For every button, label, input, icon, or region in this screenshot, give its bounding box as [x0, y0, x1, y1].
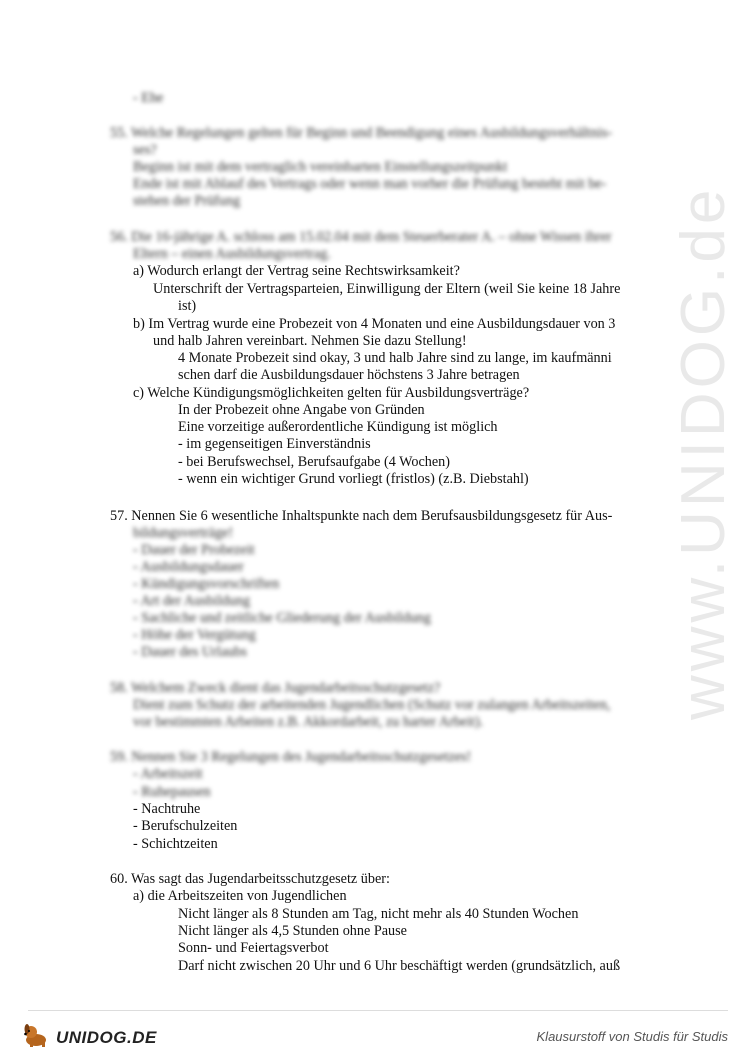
text-line: Dient zum Schutz der arbeitenden Jugendlichen (Schutz vor zulangen Arbeitszeiten, [133, 697, 611, 713]
text-line: c) Welche Kündigungsmöglichkeiten gelten für Ausbildungsverträge? [133, 385, 530, 401]
text-line: Sonn- und Feiertagsverbot [178, 940, 329, 956]
text-line: 57. Nennen Sie 6 wesentliche Inhaltspunkte nach dem Berufsausbildungsgesetz für Aus- [110, 508, 613, 524]
text-line: - Arbeitszeit [133, 766, 203, 782]
text-line: - Ruhepausen [133, 784, 211, 800]
text-line: - Ehe [133, 90, 164, 106]
footer-tagline: Klausurstoff von Studis für Studis [536, 1029, 728, 1044]
footer-divider [28, 1010, 728, 1011]
text-line: - bei Berufswechsel, Berufsaufgabe (4 Wochen) [178, 454, 450, 470]
text-line: 56. Die 16-jährige A. schloss am 15.02.04 mit dem Steuerberater A. – ohne Wissen ihrer [110, 229, 612, 245]
text-line: - Berufschulzeiten [133, 818, 238, 834]
text-line: - Dauer der Probezeit [133, 542, 255, 558]
text-line: - Kündigungsvorschriften [133, 576, 280, 592]
text-line: In der Probezeit ohne Angabe von Gründen [178, 402, 425, 418]
text-line: Ende ist mit Ablauf des Vertrags oder wenn man vorher die Prüfung besteht mit be- [133, 176, 607, 192]
text-line: - Dauer des Urlaubs [133, 644, 247, 660]
text-line: Nicht länger als 4,5 Stunden ohne Pause [178, 923, 407, 939]
text-line: bildungsverträge! [133, 525, 234, 541]
text-line: ses? [133, 142, 157, 158]
text-line: und halb Jahren vereinbart. Nehmen Sie dazu Stellung! [153, 333, 467, 349]
text-line: - Ausbildungsdauer [133, 559, 244, 575]
text-line: - Schichtzeiten [133, 836, 218, 852]
text-line: - Sachliche und zeitliche Gliederung der Ausbildung [133, 610, 431, 626]
text-line: a) die Arbeitszeiten von Jugendlichen [133, 888, 347, 904]
text-line: Nicht länger als 8 Stunden am Tag, nicht mehr als 40 Stunden Wochen [178, 906, 579, 922]
text-line: 59. Nennen Sie 3 Regelungen des Jugendarbeitsschutzgesetzes! [110, 749, 472, 765]
text-line: b) Im Vertrag wurde eine Probezeit von 4 Monaten und eine Ausbildungsdauer von 3 [133, 316, 616, 332]
text-line: - Nachtruhe [133, 801, 201, 817]
text-line: vor bestimmten Arbeiten z.B. Akkordarbeit, zu harter Arbeit). [133, 714, 484, 730]
text-line: - wenn ein wichtiger Grund vorliegt (fristlos) (z.B. Diebstahl) [178, 471, 529, 487]
text-line: a) Wodurch erlangt der Vertrag seine Rechtswirksamkeit? [133, 263, 460, 279]
unidog-logo[interactable] [22, 1022, 157, 1053]
dog-icon [22, 1022, 52, 1053]
text-line: Darf nicht zwischen 20 Uhr und 6 Uhr beschäftigt werden (grundsätzlich, auß [178, 958, 621, 974]
text-line: Unterschrift der Vertragsparteien, Einwilligung der Eltern (weil Sie keine 18 Jahre [153, 281, 621, 297]
text-line: 4 Monate Probezeit sind okay, 3 und halb Jahre sind zu lange, im kaufmänni [178, 350, 612, 366]
text-line: ist) [178, 298, 197, 314]
text-line: stehen der Prüfung [133, 193, 241, 209]
text-line: - Art der Ausbildung [133, 593, 251, 609]
text-line: 58. Welchem Zweck dient das Jugendarbeitsschutzgesetz? [110, 680, 441, 696]
text-line: Eine vorzeitige außerordentliche Kündigung ist möglich [178, 419, 498, 435]
text-line: - im gegenseitigen Einverständnis [178, 436, 371, 452]
text-line: 60. Was sagt das Jugendarbeitsschutzgesetz über: [110, 871, 390, 887]
text-line: Beginn ist mit dem vertraglich vereinbarten Einstellungszeitpunkt [133, 159, 508, 175]
text-line: schen darf die Ausbildungsdauer höchstens 3 Jahre betragen [178, 367, 520, 383]
watermark: www.UNIDOG.de [669, 185, 738, 720]
logo-text: UNIDOG.DE [56, 1027, 157, 1047]
text-line: 55. Welche Regelungen gelten für Beginn und Beendigung eines Ausbildungsverhältnis- [110, 125, 613, 141]
text-line: - Höhe der Vergütung [133, 627, 256, 643]
text-line: Eltern – einen Ausbildungsvertrag. [133, 246, 331, 262]
